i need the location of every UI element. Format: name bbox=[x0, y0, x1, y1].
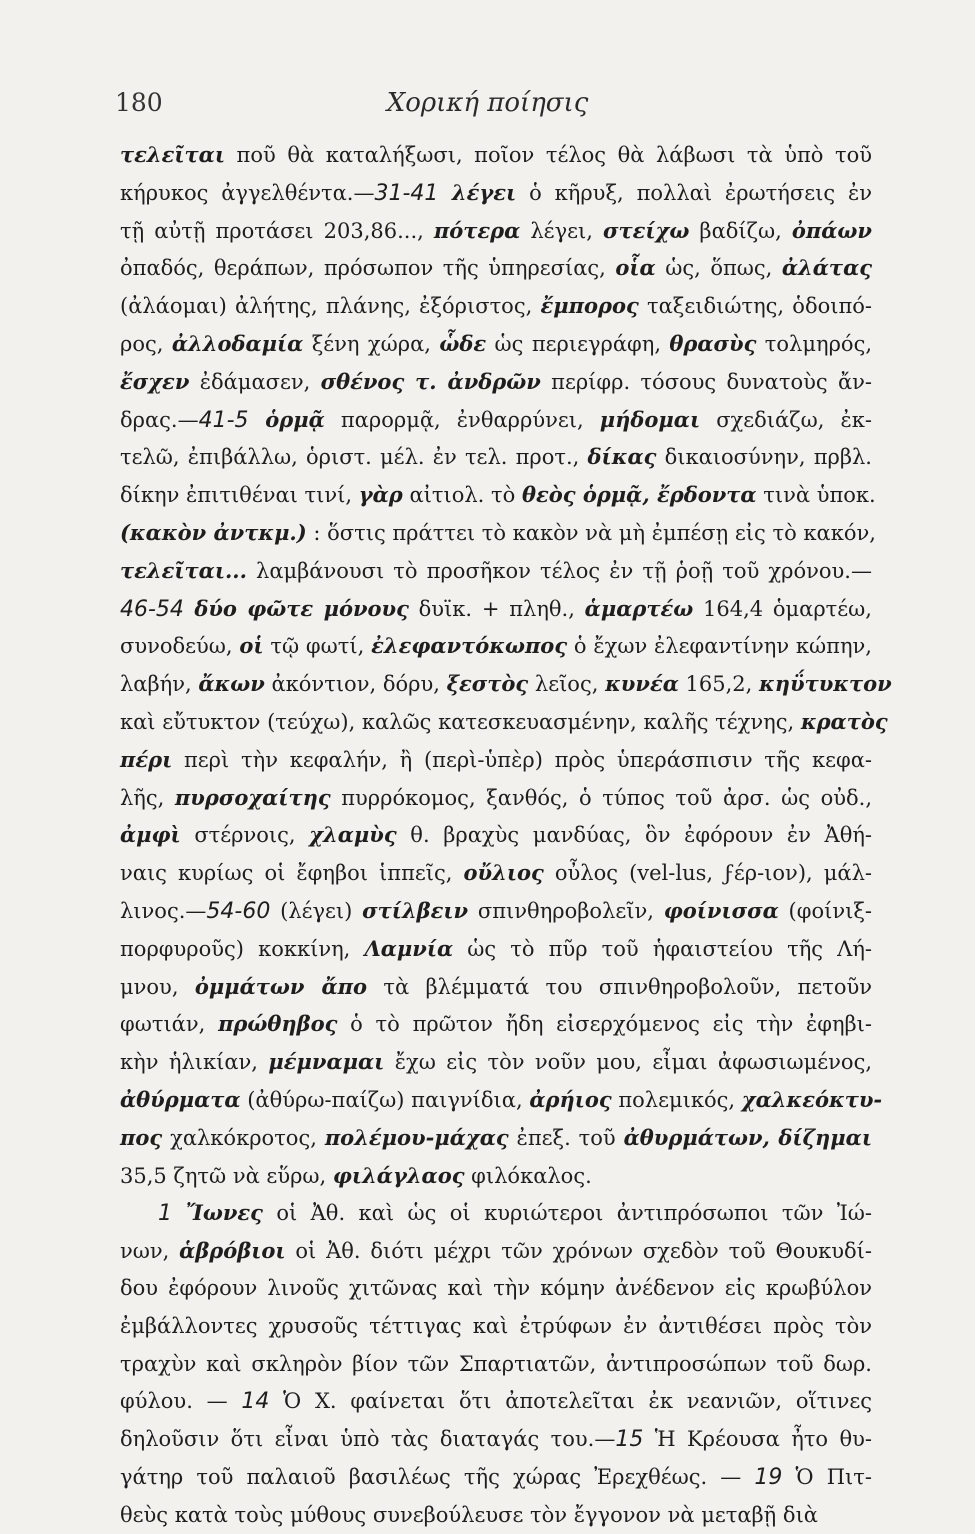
text-segment: τῷ φωτί, bbox=[263, 634, 372, 659]
text-line bbox=[120, 1005, 872, 1043]
keyword: στείχω bbox=[602, 217, 690, 243]
keyword: πότερα bbox=[433, 217, 521, 243]
text-segment: ἐδάμασεν, bbox=[189, 369, 321, 394]
keyword: στίλβειν bbox=[362, 897, 469, 923]
text-segment: Ὁ Χ. φαίνεται ὅτι ἀποτελεῖται ἐκ νεανιῶν, οἵτινες bbox=[269, 1389, 872, 1414]
text-segment: τινὰ ὑποκ. bbox=[756, 483, 876, 508]
page-header bbox=[0, 88, 975, 128]
text-segment: χαλκόκροτος, bbox=[162, 1125, 325, 1150]
text-line bbox=[120, 854, 872, 892]
text-segment: δίκην ἐπιτιθέναι τινί, bbox=[120, 483, 359, 508]
keyword: (κακὸν ἀντκμ.) bbox=[120, 519, 307, 545]
text-segment: (φοίνιξ- bbox=[778, 898, 872, 923]
keyword: πολέμου-μάχας bbox=[324, 1124, 509, 1150]
text-segment: 165,2, bbox=[678, 672, 760, 697]
keyword: ὧδε bbox=[439, 330, 487, 356]
text-segment: ὡς, ὅπως, bbox=[655, 256, 782, 281]
text-segment: κήρυκος ἀγγελθέντα.— bbox=[120, 180, 375, 205]
keyword: σθένος τ. ἀνδρῶν bbox=[320, 368, 541, 394]
line-reference: 19 bbox=[754, 1464, 783, 1490]
text-segment: θ. βραχὺς μανδύας, ὃν ἐφόρουν ἐν Ἀθή- bbox=[396, 823, 873, 848]
keyword: ξεστὸς bbox=[446, 671, 529, 697]
text-line bbox=[120, 287, 872, 325]
text-line bbox=[120, 892, 872, 930]
text-segment: ἀκόντιον, δόρυ, bbox=[264, 672, 447, 697]
text-segment: πυρρόκομος, ξανθός, ὁ τύπος τοῦ ἀρσ. ὡς οὐδ., bbox=[330, 785, 872, 810]
keyword: ἀρήιος bbox=[529, 1086, 612, 1112]
text-segment: ταξειδιώτης, ὁδοιπό- bbox=[638, 294, 873, 319]
text-segment: μνου, bbox=[120, 974, 195, 999]
text-segment: ἐμβάλλοντες χρυσοῦς τέττιγας καὶ ἐτρύφων ἐν ἀντιθέσει πρὸς τὸν bbox=[120, 1313, 872, 1338]
text-line bbox=[120, 1383, 872, 1421]
text-segment: οὖλος (vel-lus, ϝέρ-ιον), μάλ- bbox=[543, 861, 873, 886]
text-segment: (ἀλάομαι) ἀλήτης, πλάνης, ἐξόριστος, bbox=[120, 294, 541, 319]
text-segment: ὁ ἔχων ἐλεφαντίνην κώπην, bbox=[567, 634, 872, 659]
keyword: οἱ bbox=[239, 633, 264, 659]
text-segment: ὡς τὸ πῦρ τοῦ ἡφαιστείου τῆς Λή- bbox=[453, 936, 872, 961]
text-segment: κὴν ἡλικίαν, bbox=[120, 1050, 269, 1075]
text-segment: ἔχω εἰς τὸν νοῦν μου, εἶμαι ἀφωσιωμένος, bbox=[384, 1050, 873, 1075]
text-segment: τολμηρός, bbox=[756, 331, 873, 356]
text-segment: λέγει, bbox=[520, 218, 603, 243]
line-reference: 46-54 bbox=[120, 596, 184, 622]
text-segment: δου ἐφόρουν λινοῦς χιτῶνας καὶ τὴν κόμην ἀνέδενον εἰς κρωβύλον bbox=[120, 1275, 872, 1300]
keyword: κρατὸς bbox=[800, 708, 888, 734]
text-segment: ξένη χώρα, bbox=[303, 331, 440, 356]
text-segment: λινος.— bbox=[120, 898, 207, 923]
text-line bbox=[120, 627, 872, 665]
text-segment: περὶ τὴν κεφαλήν, ἢ (περὶ-ὑπὲρ) πρὸς ὑπεράσπισιν τῆς κεφα- bbox=[172, 747, 872, 772]
text-segment: ὡς περιεγράφη, bbox=[486, 331, 670, 356]
text-line bbox=[120, 590, 872, 628]
text-line bbox=[120, 1459, 872, 1497]
text-line bbox=[120, 212, 872, 250]
keyword: φοίνισσα bbox=[663, 897, 779, 923]
text-segment: φύλου. — bbox=[120, 1389, 242, 1414]
text-segment: : ὅστις πράττει τὸ κακὸν νὰ μὴ ἐμπέσῃ εἰς τὸ κακόν, bbox=[306, 520, 876, 545]
text-segment: παρορμᾷ, ἐνθαρρύνει, bbox=[324, 407, 600, 432]
text-line bbox=[120, 249, 872, 287]
text-segment: δυϊκ. + πληθ., bbox=[408, 596, 585, 621]
text-segment: τῇ αὐτῇ προτάσει 203,86..., bbox=[120, 218, 434, 243]
text-line bbox=[120, 136, 872, 174]
keyword: τελεῖται bbox=[120, 142, 225, 167]
keyword: ὁρμᾷ bbox=[248, 406, 325, 432]
running-title: Χορική ποίησις bbox=[386, 88, 589, 118]
text-segment: δηλοῦσιν ὅτι εἶναι ὑπὸ τὰς διαταγάς του.— bbox=[120, 1427, 616, 1452]
text-segment: ναις κυρίως οἱ ἔφηβοι ἱππεῖς, bbox=[120, 861, 464, 886]
keyword: οἷα bbox=[615, 255, 656, 281]
line-reference: 14 bbox=[241, 1389, 270, 1415]
keyword: κυνέα bbox=[605, 671, 679, 697]
keyword: φιλάγλαος bbox=[332, 1162, 465, 1188]
keyword: ὀπάων bbox=[791, 217, 872, 243]
text-segment: περίφρ. τόσους δυνατοὺς ἄν- bbox=[540, 369, 872, 394]
text-line bbox=[120, 1270, 872, 1308]
line-reference: 31-41 bbox=[374, 180, 439, 206]
keyword: ἀθυρμάτων, δίζημαι bbox=[623, 1124, 872, 1150]
text-line bbox=[120, 174, 872, 212]
keyword: κηΰτυκτον bbox=[759, 671, 892, 697]
text-segment: τὰ βλέμματά του σπινθηροβολοῦν, πετοῦν bbox=[367, 974, 872, 999]
text-segment: Ἡ Κρέουσα ἦτο θυ- bbox=[643, 1427, 872, 1452]
text-line bbox=[120, 1043, 872, 1081]
keyword: πυρσοχαίτης bbox=[174, 784, 331, 810]
text-segment: σχεδιάζω, ἐκ- bbox=[700, 407, 872, 432]
text-segment: τελῶ, ἐπιβάλλω, ὁριστ. μέλ. ἐν τελ. προτ., bbox=[120, 445, 588, 470]
keyword: δύο φῶτε μόνους bbox=[183, 595, 409, 621]
text-line bbox=[120, 363, 872, 401]
line-reference: 1 bbox=[158, 1201, 172, 1227]
text-segment: θεὺς κατὰ τοὺς μύθους συνεβούλευσε τὸν ἔγγονον νὰ μεταβῇ διὰ bbox=[120, 1502, 818, 1527]
keyword: ἀλάτας bbox=[781, 255, 873, 281]
text-line bbox=[120, 1232, 872, 1270]
keyword: ὀμμάτων ἄπο bbox=[194, 973, 367, 999]
text-line bbox=[120, 665, 892, 703]
text-segment: λῆς, bbox=[120, 785, 175, 810]
text-segment: ὁ κῆρυξ, πολλαὶ ἐρωτήσεις ἐν bbox=[516, 180, 872, 205]
text-line bbox=[120, 325, 872, 363]
keyword: θρασὺς bbox=[669, 330, 757, 356]
keyword: ἐλεφαντόκωπος bbox=[371, 633, 568, 659]
text-line bbox=[120, 1194, 872, 1232]
text-line bbox=[120, 1157, 872, 1195]
keyword: μήδομαι bbox=[599, 406, 701, 432]
line-reference: 15 bbox=[615, 1427, 644, 1453]
text-segment: (ἀθύρω-παίζω) παιγνίδια, bbox=[240, 1087, 530, 1112]
keyword: χλαμὺς bbox=[309, 822, 397, 848]
text-segment: ποῦ θὰ καταλήξωσι, ποῖον τέλος θὰ λάβωσι τὰ ὑπὸ τοῦ bbox=[225, 143, 872, 167]
text-line bbox=[120, 476, 876, 514]
text-line bbox=[120, 703, 888, 741]
text-line bbox=[120, 816, 872, 854]
text-segment: φιλόκαλος. bbox=[464, 1163, 592, 1188]
text-segment: βαδίζω, bbox=[689, 218, 792, 243]
text-segment: αἰτιολ. τὸ bbox=[402, 483, 522, 508]
line-reference: 41-5 bbox=[198, 407, 249, 433]
text-segment: 164,4 ὁμαρτέω, bbox=[693, 596, 872, 621]
text-segment: ὀπαδός, θεράπων, πρόσωπον τῆς ὑπηρεσίας, bbox=[120, 256, 616, 281]
keyword: ἄκων bbox=[198, 671, 265, 697]
text-segment: πορφυροῦς) κοκκίνη, bbox=[120, 936, 365, 961]
text-line bbox=[120, 1497, 872, 1534]
keyword: ἀμφὶ bbox=[120, 822, 181, 848]
text-segment: τραχὺν καὶ σκληρὸν βίον τῶν Σπαρτιατῶν, ἀντιπροσώπων τοῦ δωρ. bbox=[120, 1351, 872, 1376]
text-segment: καὶ εὔτυκτον (τεύχω), καλῶς κατεσκευασμένην, καλῆς τέχνης, bbox=[120, 709, 801, 734]
keyword: ἁβρόβιοι bbox=[179, 1238, 286, 1264]
keyword: πος bbox=[120, 1124, 163, 1150]
text-line bbox=[120, 1421, 872, 1459]
keyword: οὔλιος bbox=[463, 860, 544, 886]
text-line bbox=[120, 1081, 883, 1119]
text-line bbox=[120, 552, 872, 590]
text-line bbox=[120, 514, 876, 552]
text-line bbox=[120, 930, 872, 968]
text-segment: ἐπεξ. τοῦ bbox=[508, 1125, 624, 1150]
page-number: 180 bbox=[115, 88, 163, 117]
text-segment: λεῖος, bbox=[528, 672, 606, 697]
text-segment: σπινθηροβολεῖν, bbox=[468, 898, 664, 923]
text-segment: ὁ τὸ πρῶτον ἤδη εἰσερχόμενος εἰς τὴν ἐφηβι- bbox=[337, 1012, 873, 1037]
text-segment: οἱ Ἀθ. διότι μέχρι τῶν χρόνων σχεδὸν τοῦ Θουκυδί- bbox=[285, 1239, 872, 1264]
text-line bbox=[120, 779, 872, 817]
keyword: ἀλλοδαμία bbox=[171, 330, 304, 356]
text-segment: δρας.— bbox=[120, 407, 199, 432]
commentary-text bbox=[120, 136, 892, 1534]
text-line bbox=[120, 741, 872, 779]
keyword: πρώθηβος bbox=[218, 1011, 338, 1037]
text-segment: στέρνοις, bbox=[180, 823, 310, 848]
keyword: μέμναμαι bbox=[268, 1049, 385, 1075]
keyword: λέγει bbox=[438, 179, 517, 205]
text-segment: λαμβάνουσι τὸ προσῆκον τέλος ἐν τῇ ῥοῇ τοῦ χρόνου.— bbox=[246, 558, 872, 583]
text-segment: δικαιοσύνην, πρβλ. bbox=[656, 445, 872, 470]
text-line bbox=[120, 401, 872, 439]
keyword: χαλκεόκτυ- bbox=[741, 1086, 883, 1112]
text-line bbox=[120, 968, 872, 1006]
text-line bbox=[120, 1346, 872, 1384]
keyword: θεὸς ὁρμᾷ, ἔρδοντα bbox=[521, 482, 757, 508]
text-line bbox=[120, 1308, 872, 1346]
text-segment: (λέγει) bbox=[270, 898, 363, 923]
keyword: πέρι bbox=[120, 746, 173, 772]
text-line bbox=[120, 1119, 872, 1157]
text-segment: φωτιάν, bbox=[120, 1012, 219, 1037]
text-segment: οἱ Ἀθ. καὶ ὡς οἱ κυριώτεροι ἀντιπρόσωποι τῶν Ἰώ- bbox=[262, 1201, 872, 1226]
keyword: γὰρ bbox=[358, 482, 403, 508]
text-segment: γάτηρ τοῦ παλαιοῦ βασιλέως τῆς χώρας Ἐρεχθέως. — bbox=[120, 1464, 755, 1489]
keyword: ἁμαρτέω bbox=[584, 595, 694, 621]
keyword: Ἴωνες bbox=[172, 1200, 263, 1226]
keyword: ἀθύρματα bbox=[120, 1086, 241, 1112]
line-reference: 54-60 bbox=[206, 898, 271, 924]
keyword: ἔμπορος bbox=[540, 293, 639, 319]
text-segment: νων, bbox=[120, 1239, 180, 1264]
text-segment: 35,5 ζητῶ νὰ εὕρω, bbox=[120, 1163, 333, 1188]
text-segment: ρος, bbox=[120, 331, 172, 356]
keyword: Λαμνία bbox=[364, 935, 454, 961]
text-segment: πολεμικός, bbox=[611, 1087, 742, 1112]
text-segment: Ὁ Πιτ- bbox=[782, 1464, 872, 1489]
keyword: δίκας bbox=[587, 444, 657, 470]
text-line bbox=[120, 438, 872, 476]
keyword: ἔσχεν bbox=[120, 368, 190, 394]
keyword: τελεῖται... bbox=[120, 557, 247, 583]
text-segment: λαβήν, bbox=[120, 672, 199, 697]
text-segment: συνοδεύω, bbox=[120, 634, 240, 659]
